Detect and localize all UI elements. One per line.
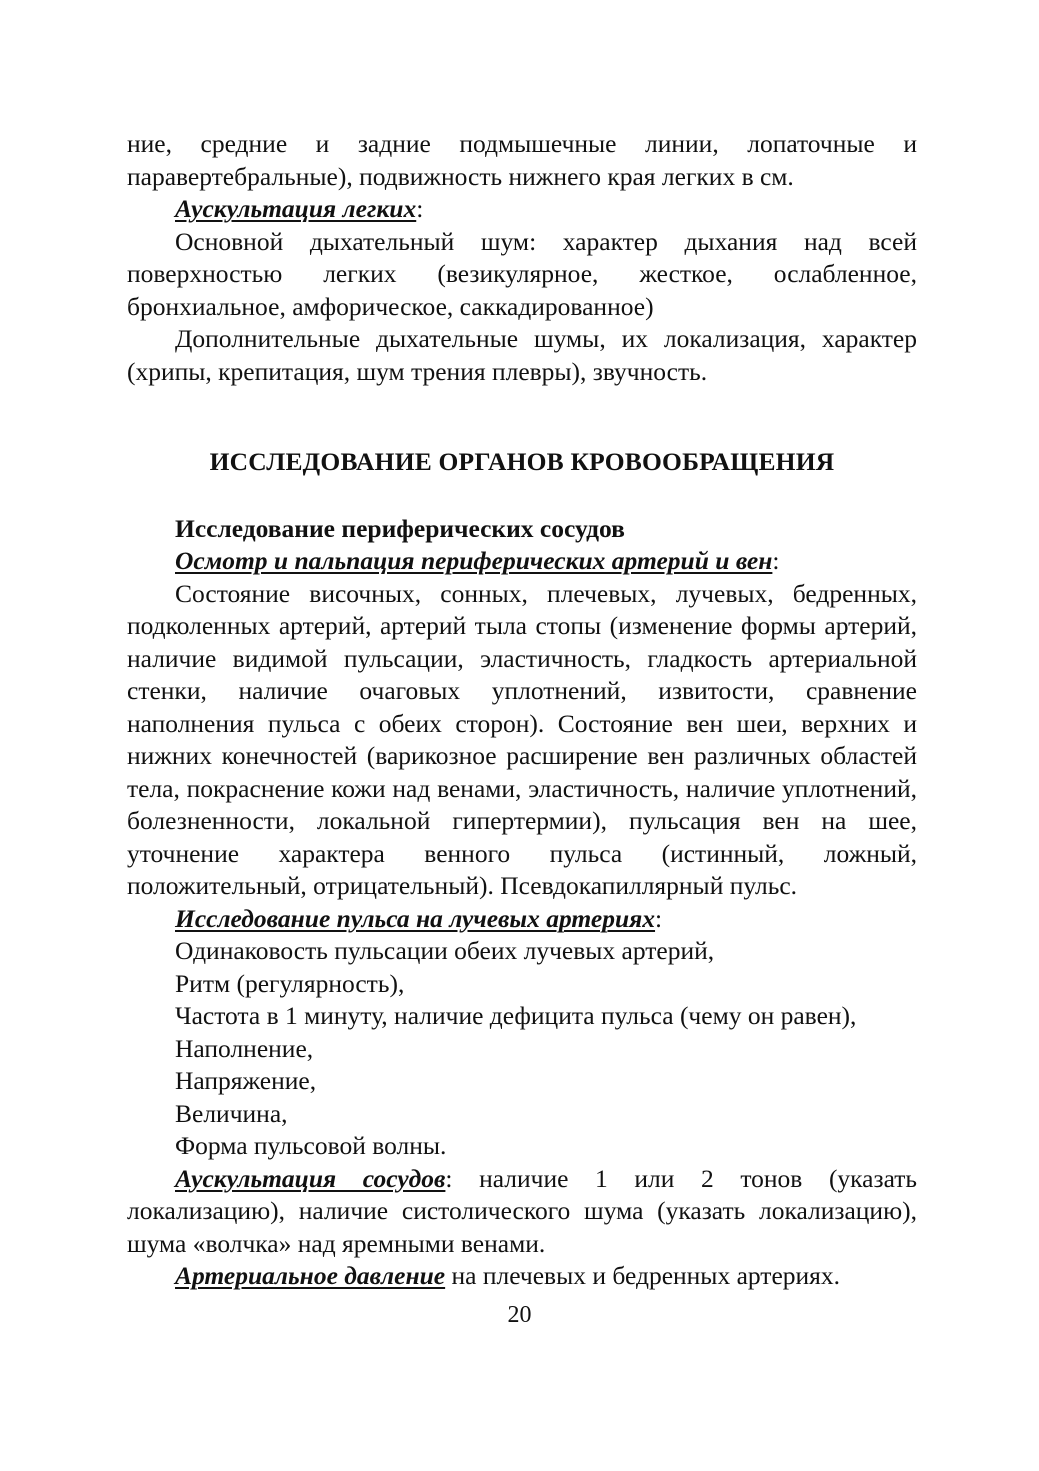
page-content [127, 128, 917, 1293]
intro-paragraph: ние, средние и задние подмышечные линии, лопаточные и паравертебральные), подвижность нижнего края легких в см. [127, 129, 917, 191]
vessel-auscultation-paragraph [127, 1163, 917, 1261]
pulse-item: Форма пульсовой волны. [175, 1131, 447, 1160]
pulse-item: Напряжение, [175, 1066, 317, 1095]
heading-colon: : [655, 903, 663, 933]
page-number: 20 [507, 1302, 532, 1328]
heading-colon: : [416, 194, 424, 223]
vessel-inspection-heading: Осмотр и пальпация периферических артерий и вен [175, 546, 773, 575]
heading-colon: : [772, 546, 780, 575]
subsection-spacer [127, 479, 917, 513]
pulse-item: Частота в 1 минуту, наличие дефицита пульса (чему он равен), [175, 1001, 857, 1030]
section-title: ИССЛЕДОВАНИЕ ОРГАНОВ КРОВООБРАЩЕНИЯ [209, 447, 835, 476]
lung-auscultation-heading: Аускультация легких [175, 194, 417, 223]
blood-pressure-paragraph [127, 1260, 917, 1293]
vessel-auscultation-heading: Аускультация сосудов [175, 1163, 446, 1193]
vessel-auscultation-text: : наличие 1 или 2 тонов (указать локализацию), наличие систолического шума (указать локализацию), шума «волчка» над яремными венами. [127, 1163, 918, 1258]
extra-breath-sounds-paragraph: Дополнительные дыхательные шумы, их локализация, характер (хрипы, крепитация, шум трения плевры), звучность. [127, 324, 917, 386]
vessel-inspection-paragraph: Состояние височных, сонных, плечевых, лучевых, бедренных, подколенных артерий, артерий тыла стопы (изменение формы артерий, наличие видимой пульсации, эластичность, гладкость артериальной стенки, наличие очаговых уплотнений, извитости, сравнение наполнения пульса с обеих сторон). Состояние вен шеи, верхних и нижних конечностей (варикозное расширение вен различных областей тела, покраснение кожи над венами, эластичность, наличие уплотнений, болезненности, локальной гипертермии), пульсация вен на шее, уточнение характера венного пульса (истинный, ложный, положительный, отрицательный). Псевдокапиллярный пульс. [127, 578, 917, 900]
vessel-inspection-heading-line [127, 545, 917, 578]
radial-pulse-heading-line [127, 903, 917, 936]
pulse-item: Ритм (регулярность), [175, 968, 405, 998]
subsection-heading: Исследование периферических сосудов [175, 513, 625, 543]
radial-pulse-heading: Исследование пульса на лучевых артериях [175, 903, 656, 933]
pulse-item: Одинаковость пульсации обеих лучевых артерий, [175, 936, 715, 965]
blood-pressure-heading: Артериальное давление [175, 1261, 446, 1290]
main-breath-sound-paragraph: Основной дыхательный шум: характер дыхания над всей поверхностью легких (везикулярное, жесткое, ослабленное, бронхиальное, амфорическое, саккадированное) [127, 226, 917, 321]
pulse-item: Наполнение, [175, 1033, 314, 1063]
pulse-item: Величина, [175, 1098, 288, 1128]
section-spacer [127, 388, 917, 446]
lung-auscultation-heading-line [127, 193, 917, 226]
blood-pressure-text: на плечевых и бедренных артериях. [445, 1261, 841, 1290]
